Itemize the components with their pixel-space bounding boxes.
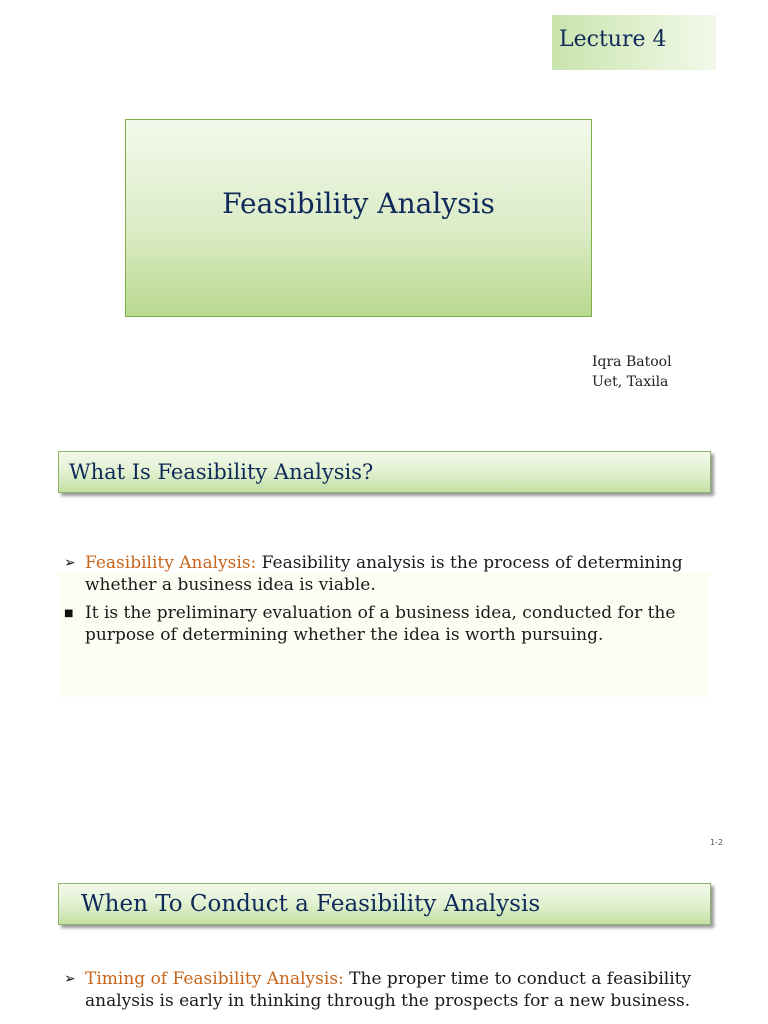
title-box bbox=[125, 119, 592, 317]
section-heading-text: What Is Feasibility Analysis? bbox=[69, 460, 374, 484]
arrow-bullet-icon: ➢ bbox=[64, 971, 76, 987]
bullet-text: It is the preliminary evaluation of a business idea, conducted for the purpose of determining whether the idea is worth pursuing. bbox=[85, 603, 676, 645]
bullet-text: The proper time to conduct a feasibility analysis is early in thinking through the prospects for a new business. bbox=[85, 969, 692, 1011]
page-number: 1-2 bbox=[710, 838, 724, 847]
bullet-term: Timing of Feasibility Analysis: bbox=[85, 969, 344, 989]
section-heading-text: When To Conduct a Feasibility Analysis bbox=[81, 891, 541, 917]
author-name: Iqra Batool bbox=[592, 354, 672, 370]
author-affiliation: Uet, Taxila bbox=[592, 374, 669, 390]
author-block bbox=[592, 352, 672, 392]
slide-title: Feasibility Analysis bbox=[222, 186, 495, 220]
lecture-label-box bbox=[552, 15, 716, 70]
bullet-term: Feasibility Analysis: bbox=[85, 553, 257, 573]
square-bullet-icon: ■ bbox=[64, 608, 74, 619]
bullet-item bbox=[64, 552, 704, 596]
arrow-bullet-icon: ➢ bbox=[64, 555, 76, 571]
bullet-item bbox=[64, 602, 704, 646]
lecture-label: Lecture 4 bbox=[559, 27, 667, 52]
section-heading-when-to bbox=[58, 883, 711, 925]
bullet-item bbox=[64, 968, 704, 1012]
section-heading-what-is bbox=[58, 451, 711, 493]
bullet-text: Feasibility analysis is the process of determining whether a business idea is viable. bbox=[85, 553, 683, 595]
